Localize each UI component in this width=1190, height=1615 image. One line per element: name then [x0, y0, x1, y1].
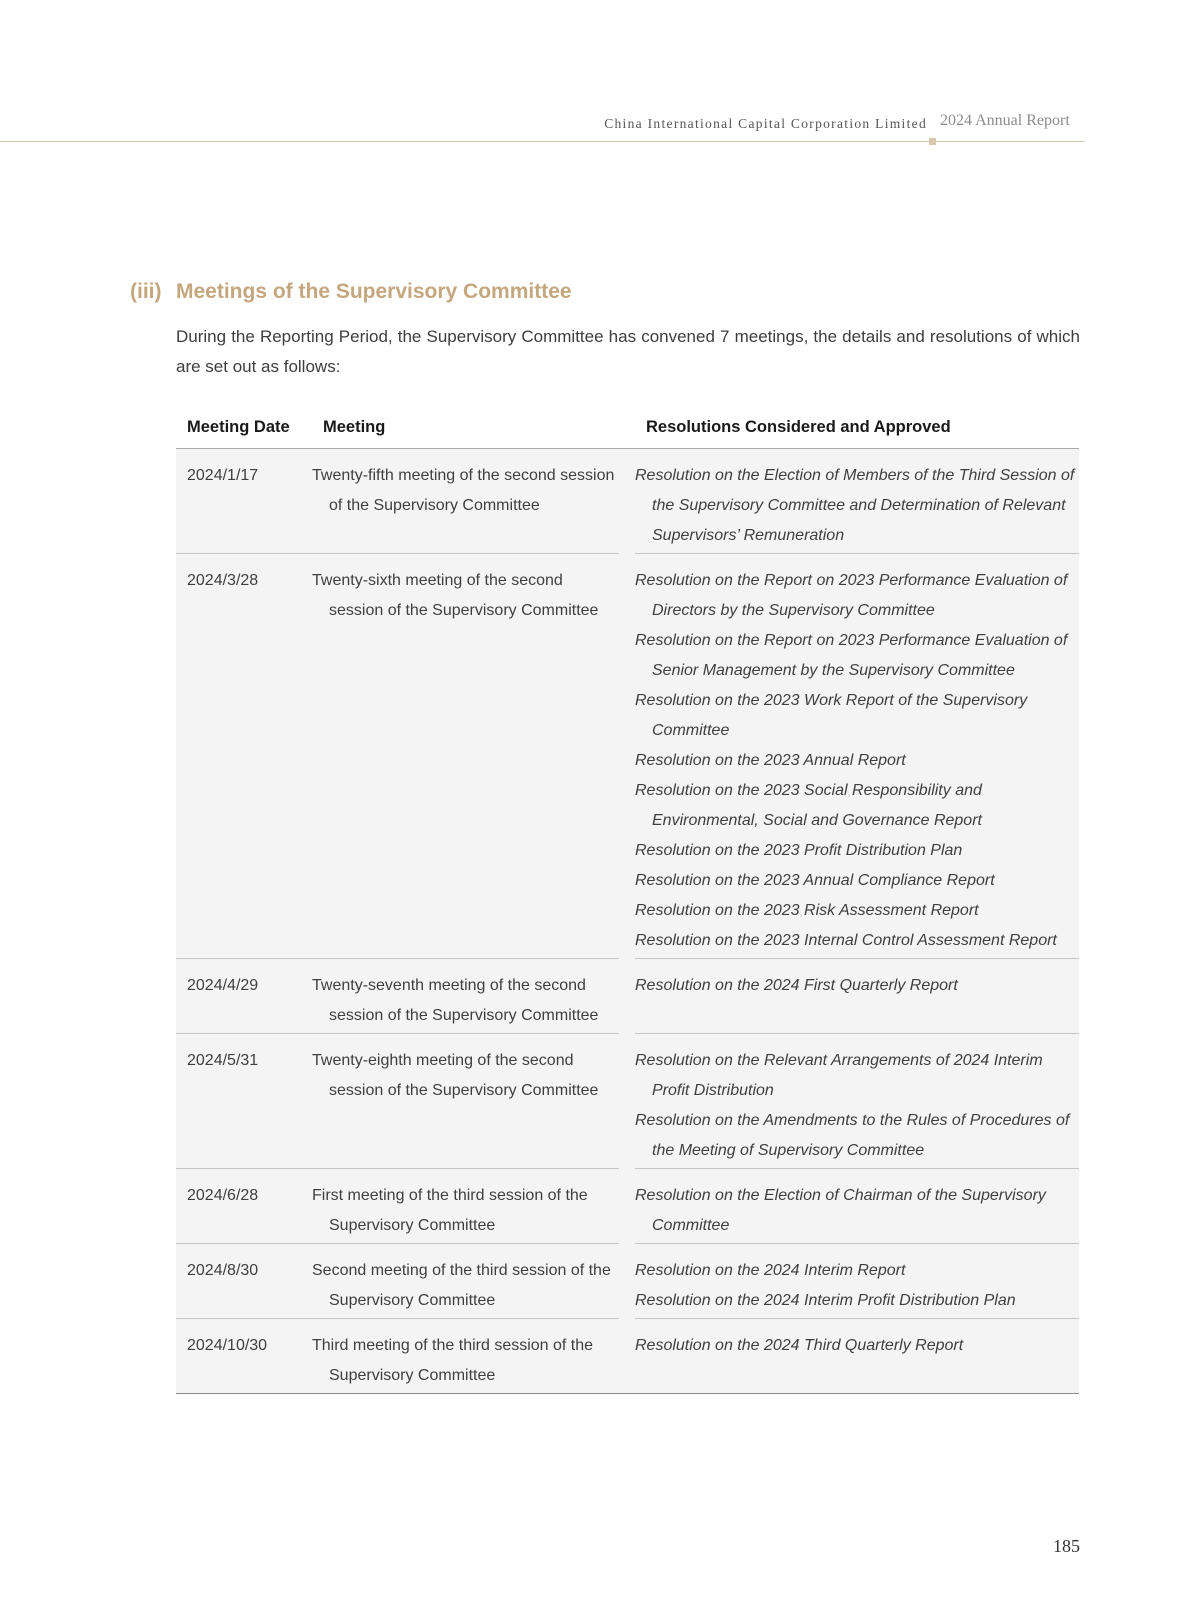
table-row [176, 959, 1079, 1034]
resolutions-list [635, 1169, 1079, 1243]
header-report-title: 2024 Annual Report [940, 112, 1070, 129]
table-row [176, 1244, 1079, 1319]
header-meeting: Meeting [323, 418, 386, 436]
header-company-name: China International Capital Corporation Limited [604, 116, 927, 131]
intro-paragraph: During the Reporting Period, the Supervisory Committee has convened 7 meetings, the details and resolutions of which are set out as follows: [176, 327, 1080, 376]
table-header-row [176, 418, 1079, 449]
meetings-table [176, 418, 1079, 1394]
header-resolutions: Resolutions Considered and Approved [646, 418, 951, 436]
resolutions-cell [635, 1319, 1079, 1393]
meeting-date: 2024/1/17 [187, 467, 259, 484]
resolution-item: Resolution on the 2023 Risk Assessment Report [635, 902, 979, 919]
resolution-item: Resolution on the 2023 Work Report of the Supervisory Committee [635, 692, 1028, 739]
meeting-name-cell [312, 1319, 619, 1393]
section-heading [130, 280, 572, 304]
resolutions-list [635, 554, 1079, 958]
page-number: 185 [1053, 1536, 1080, 1556]
meeting-name-cell [312, 554, 619, 959]
meeting-date: 2024/3/28 [187, 572, 259, 589]
table-row [176, 1034, 1079, 1169]
resolutions-cell [635, 449, 1079, 554]
resolutions-cell [635, 1244, 1079, 1319]
table-bottom-rule [176, 1393, 1079, 1394]
resolutions-cell [635, 1034, 1079, 1169]
meeting-date-cell [176, 1169, 312, 1244]
resolution-item: Resolution on the Relevant Arrangements of 2024 Interim Profit Distribution [635, 1052, 1043, 1099]
section-number: (iii) [130, 280, 162, 303]
section-title: Meetings of the Supervisory Committee [176, 280, 572, 303]
meeting-name: Third meeting of the third session of the Supervisory Committee [312, 1337, 594, 1384]
meeting-date-cell [176, 449, 312, 554]
resolution-item: Resolution on the 2024 Interim Report [635, 1262, 906, 1279]
table-row [176, 1169, 1079, 1244]
meeting-date-cell [176, 1319, 312, 1393]
table-row [176, 554, 1079, 959]
resolution-item: Resolution on the 2023 Annual Report [635, 752, 906, 769]
resolution-item: Resolution on the 2023 Profit Distribution Plan [635, 842, 963, 859]
meeting-date-cell [176, 1244, 312, 1319]
meeting-name-cell [312, 449, 619, 554]
resolution-item: Resolution on the 2023 Annual Compliance Report [635, 872, 995, 889]
resolution-item: Resolution on the Amendments to the Rules of Procedures of the Meeting of Supervisory Committee [635, 1112, 1070, 1159]
meeting-date-cell [176, 554, 312, 959]
header-marker [929, 138, 936, 145]
table-row [176, 449, 1079, 554]
resolution-item: Resolution on the 2024 First Quarterly Report [635, 977, 958, 994]
meeting-name-cell [312, 1034, 619, 1169]
resolutions-list [635, 1319, 1079, 1363]
header-rule [0, 141, 1085, 142]
meeting-name-cell [312, 1244, 619, 1319]
meeting-name: Second meeting of the third session of the Supervisory Committee [312, 1262, 611, 1309]
meeting-name: First meeting of the third session of the Supervisory Committee [312, 1187, 588, 1234]
resolutions-list [635, 1244, 1079, 1318]
table-body [176, 449, 1079, 1393]
resolutions-cell [635, 1169, 1079, 1244]
resolution-item: Resolution on the Election of Members of the Third Session of the Supervisory Committee and Determination of Relevant Supervisors’ Remuneration [635, 467, 1075, 544]
resolutions-list [635, 959, 1079, 1003]
resolutions-cell [635, 959, 1079, 1034]
header-meeting-date: Meeting Date [187, 418, 290, 436]
meeting-date: 2024/4/29 [187, 977, 259, 994]
resolution-item: Resolution on the 2024 Interim Profit Distribution Plan [635, 1292, 1016, 1309]
meeting-name-cell [312, 959, 619, 1034]
resolutions-cell [635, 554, 1079, 959]
resolution-item: Resolution on the 2023 Social Responsibility and Environmental, Social and Governance Report [635, 782, 982, 829]
resolution-item: Resolution on the Report on 2023 Performance Evaluation of Directors by the Supervisory Committee [635, 572, 1068, 619]
resolution-item: Resolution on the 2024 Third Quarterly Report [635, 1337, 964, 1354]
resolutions-list [635, 449, 1079, 553]
meeting-date-cell [176, 1034, 312, 1169]
meeting-name: Twenty-eighth meeting of the second session of the Supervisory Committee [312, 1052, 599, 1099]
meeting-name: Twenty-fifth meeting of the second session of the Supervisory Committee [312, 467, 615, 514]
meeting-name: Twenty-seventh meeting of the second session of the Supervisory Committee [312, 977, 599, 1024]
meeting-date: 2024/5/31 [187, 1052, 259, 1069]
meeting-date-cell [176, 959, 312, 1034]
meeting-name: Twenty-sixth meeting of the second session of the Supervisory Committee [312, 572, 599, 619]
table-row [176, 1319, 1079, 1393]
meeting-date: 2024/10/30 [187, 1337, 268, 1354]
resolution-item: Resolution on the 2023 Internal Control Assessment Report [635, 932, 1057, 949]
resolutions-list [635, 1034, 1079, 1168]
resolution-item: Resolution on the Election of Chairman of the Supervisory Committee [635, 1187, 1046, 1234]
resolution-item: Resolution on the Report on 2023 Performance Evaluation of Senior Management by the Supervisory Committee [635, 632, 1068, 679]
meeting-date: 2024/6/28 [187, 1187, 259, 1204]
meeting-date: 2024/8/30 [187, 1262, 259, 1279]
meeting-name-cell [312, 1169, 619, 1244]
